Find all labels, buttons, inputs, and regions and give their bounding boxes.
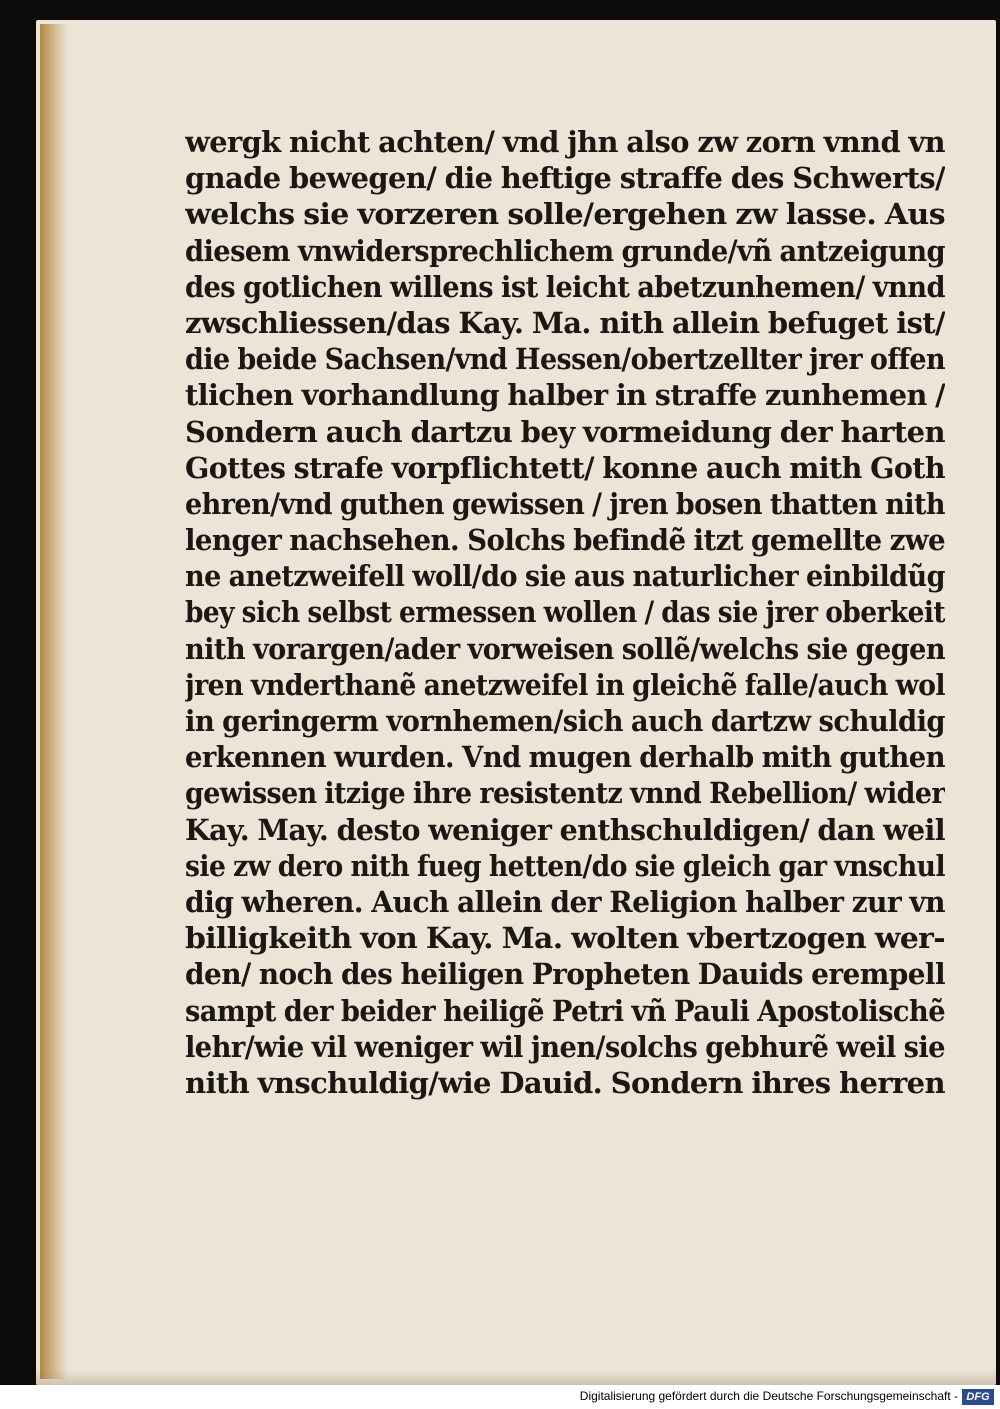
text-line: dig wheren. Auch allein der Religion halber zur vn [185,884,945,919]
text-line: sie zw dero nith fueg hetten/do sie gleich gar vnschul [185,848,945,883]
text-line: lenger nachsehen. Solchs befindẽ itzt gemellte zwe [185,523,945,558]
text-line: gnade bewegen/ die heftige straffe des Schwerts/ [185,161,945,196]
text-line: die beide Sachsen/vnd Hessen/obertzellter jrer offen [185,342,945,377]
text-line: jren vnderthanẽ anetzweifel in gleichẽ falle/auch wol [185,667,945,702]
text-line: zwschliessen/das Kay. Ma. nith allein befuget ist/ [185,305,945,340]
text-line: bey sich selbst ermessen wollen / das sie jrer oberkeit [185,595,945,630]
text-line: gewissen itzige ihre resistentz vnnd Rebellion/ wider [185,776,945,811]
page-text-block [185,124,945,1101]
text-line: in geringerm vornhemen/sich auch dartzw schuldig [185,704,945,738]
page-binding-edge [40,24,68,1379]
text-line: Sondern auch dartzu bey vormeidung der harten [185,414,945,449]
text-line: ehren/vnd guthen gewissen / jren bosen thatten nith [185,486,945,521]
page-bottom-shadow [36,1370,996,1385]
text-line: diesem vnwidersprechlichem grunde/vñ antzeigung [185,233,945,268]
text-line: sampt der beider heiligẽ Petri vñ Pauli Apostolischẽ [185,993,945,1028]
text-line: den/ noch des heiligen Propheten Dauids erempell [185,957,945,992]
text-line: Gottes strafe vorpflichtett/ konne auch mith Goth [185,450,945,485]
footer-credit: Digitalisierung gefördert durch die Deutsche Forschungsgemeinschaft - [579,1389,958,1403]
footer-bar [0,1385,1000,1409]
text-line: nith vnschuldig/wie Dauid. Sondern ihres herren [185,1065,945,1100]
text-line: des gotlichen willens ist leicht abetzunhemen/ vnnd [185,269,945,304]
text-line: Kay. May. desto weniger enthschuldigen/ dan weil [185,812,945,847]
dfg-logo-icon: DFG [962,1389,994,1405]
text-line: welchs sie vorzeren solle/ergehen zw lasse. Aus [185,197,945,232]
text-line: tlichen vorhandlung halber in straffe zunhemen / [185,378,945,413]
text-line: billigkeith von Kay. Ma. wolten vbertzogen wer- [185,921,945,956]
text-line: ne anetzweifell woll/do sie aus naturlicher einbildũg [185,559,945,594]
text-line: wergk nicht achten/ vnd jhn also zw zorn vnnd vn [185,125,945,159]
text-line: nith vorargen/ader vorweisen sollẽ/welchs sie gegen [185,631,945,666]
text-line: lehr/wie vil weniger wil jnen/solchs gebhurẽ weil sie [185,1029,945,1064]
text-line: erkennen wurden. Vnd mugen derhalb mith guthen [185,740,945,775]
